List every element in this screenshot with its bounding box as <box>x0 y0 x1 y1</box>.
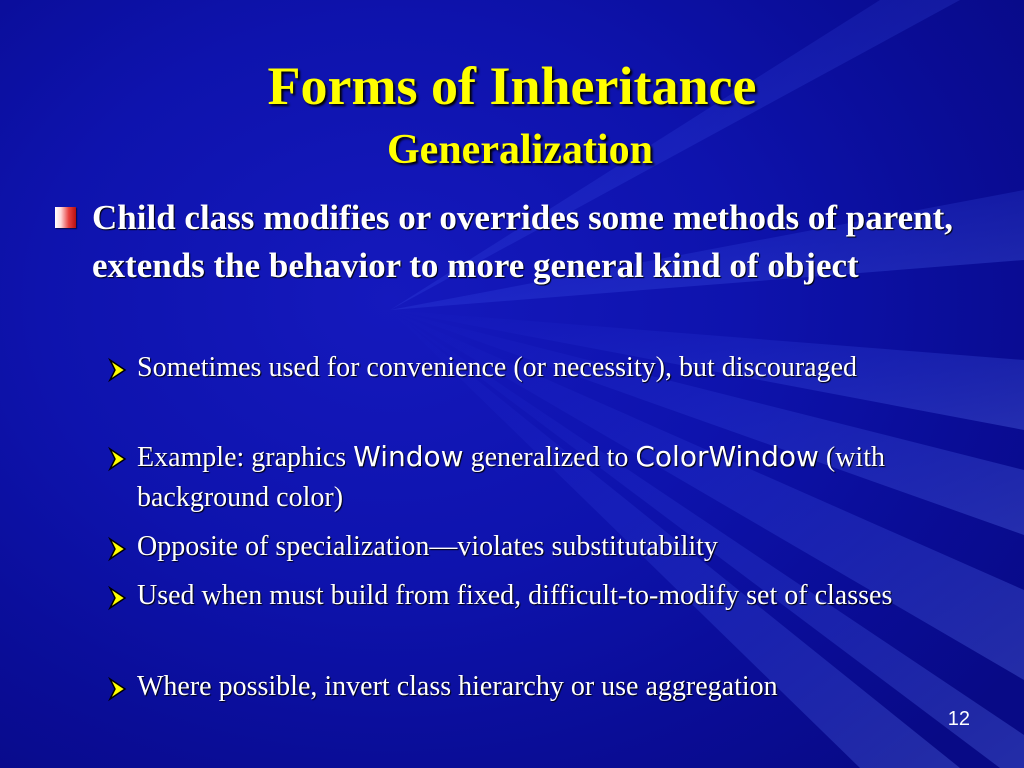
slide-title: Forms of Inheritance <box>267 56 757 116</box>
arrow-bullet-icon <box>105 444 133 474</box>
sub-bullet-1: Sometimes used for convenience (or necessity), but discouraged <box>137 352 858 383</box>
code-color-window: ColorWindow <box>635 440 819 473</box>
sub-bullet-2-text-after: (with background color) <box>137 442 885 513</box>
sub-bullet-2-text-middle: generalized to <box>463 442 636 473</box>
sub-bullet-2-text-before: Example: graphics <box>137 442 354 473</box>
arrow-bullet-icon <box>105 583 133 613</box>
sub-bullet-2 <box>137 437 977 518</box>
arrow-bullet-icon <box>105 355 133 385</box>
slide-subtitle: Generalization <box>387 127 653 173</box>
sub-bullet-3: Opposite of specialization—violates substitutability <box>137 531 718 562</box>
main-bullet-text: Child class modifies or overrides some methods of parent, extends the behavior to more general kind of object <box>92 198 954 285</box>
sub-bullet-4: Used when must build from fixed, difficult-to-modify set of classes <box>137 580 893 611</box>
code-window: Window <box>353 440 464 473</box>
arrow-bullet-icon <box>105 534 133 564</box>
page-number: 12 <box>947 708 970 730</box>
arrow-bullet-icon <box>105 674 133 704</box>
sub-bullet-5: Where possible, invert class hierarchy or use aggregation <box>137 671 778 702</box>
